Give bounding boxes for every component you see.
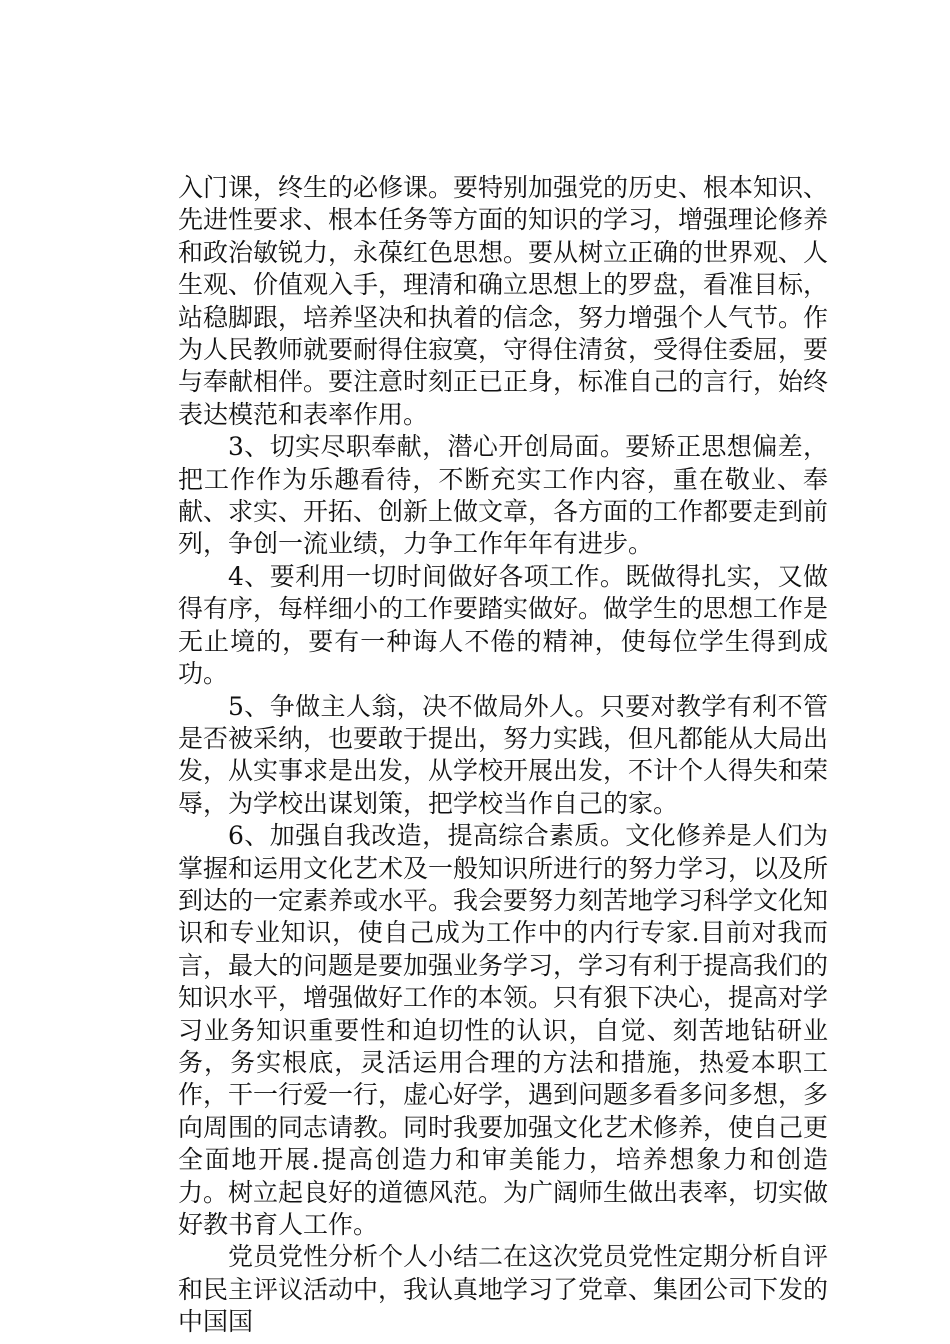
paragraph-item-6: 6、加强自我改造，提高综合素质。文化修养是人们为掌握和运用文化艺术及一般知识所进行的努力学习，以及所到达的一定素养或水平。我会要努力刻苦地学习科学文化知识和专业知识，使自己成为工作中的内行专家.目前对我而言，最大的问题是要加强业务学习，学习有利于提高我们的知识水平，增强做好工作的本领。只有狠下决心，提高对学习业务知识重要性和迫切性的认识，自觉、刻苦地钻研业务，务实根底，灵活运用合理的方法和措施，热爱本职工作，干一行爱一行，虚心好学，遇到问题多看多问多想，多向周围的同志请教。同时我要加强文化艺术修养，使自己更全面地开展.提高创造力和审美能力，培养想象力和创造力。树立起良好的道德风范。为广阔师生做出表率，切实做好教书育人工作。 bbox=[178, 821, 829, 1239]
paragraph-item-5: 5、争做主人翁，决不做局外人。只要对教学有利不管是否被采纳，也要敢于提出，努力实践，但凡都能从大局出发，从实事求是出发，从学校开展出发，不计个人得失和荣辱，为学校出谋划策，把学校当作自己的家。 bbox=[178, 691, 829, 818]
paragraph-summary-two: 党员党性分析个人小结二在这次党员党性定期分析自评和民主评议活动中，我认真地学习了党章、集团公司下发的中国国 bbox=[178, 1242, 829, 1337]
paragraph-item-4: 4、要利用一切时间做好各项工作。既做得扎实，又做得有序，每样细小的工作要踏实做好。做学生的思想工作是无止境的，要有一种诲人不倦的精神，使每位学生得到成功。 bbox=[178, 561, 829, 689]
document-body bbox=[178, 172, 828, 1339]
paragraph-item-3: 3、切实尽职奉献，潜心开创局面。要矫正思想偏差，把工作作为乐趣看待，不断充实工作内容，重在敬业、奉献、求实、开拓、创新上做文章，各方面的工作都要走到前列，争创一流业绩，力争工作年年有进步。 bbox=[178, 432, 829, 559]
paragraph-continuation: 入门课，终生的必修课。要特别加强党的历史、根本知识、先进性要求、根本任务等方面的知识的学习，增强理论修养和政治敏锐力，永葆红色思想。要从树立正确的世界观、人生观、价值观入手，理清和确立思想上的罗盘，看准目标，站稳脚跟，培养坚决和执着的信念，努力增强个人气节。作为人民教师就要耐得住寂寞，守得住清贫，受得住委屈，要与奉献相伴。要注意时刻正已正身，标准自己的言行，始终表达模范和表率作用。 bbox=[178, 173, 829, 429]
